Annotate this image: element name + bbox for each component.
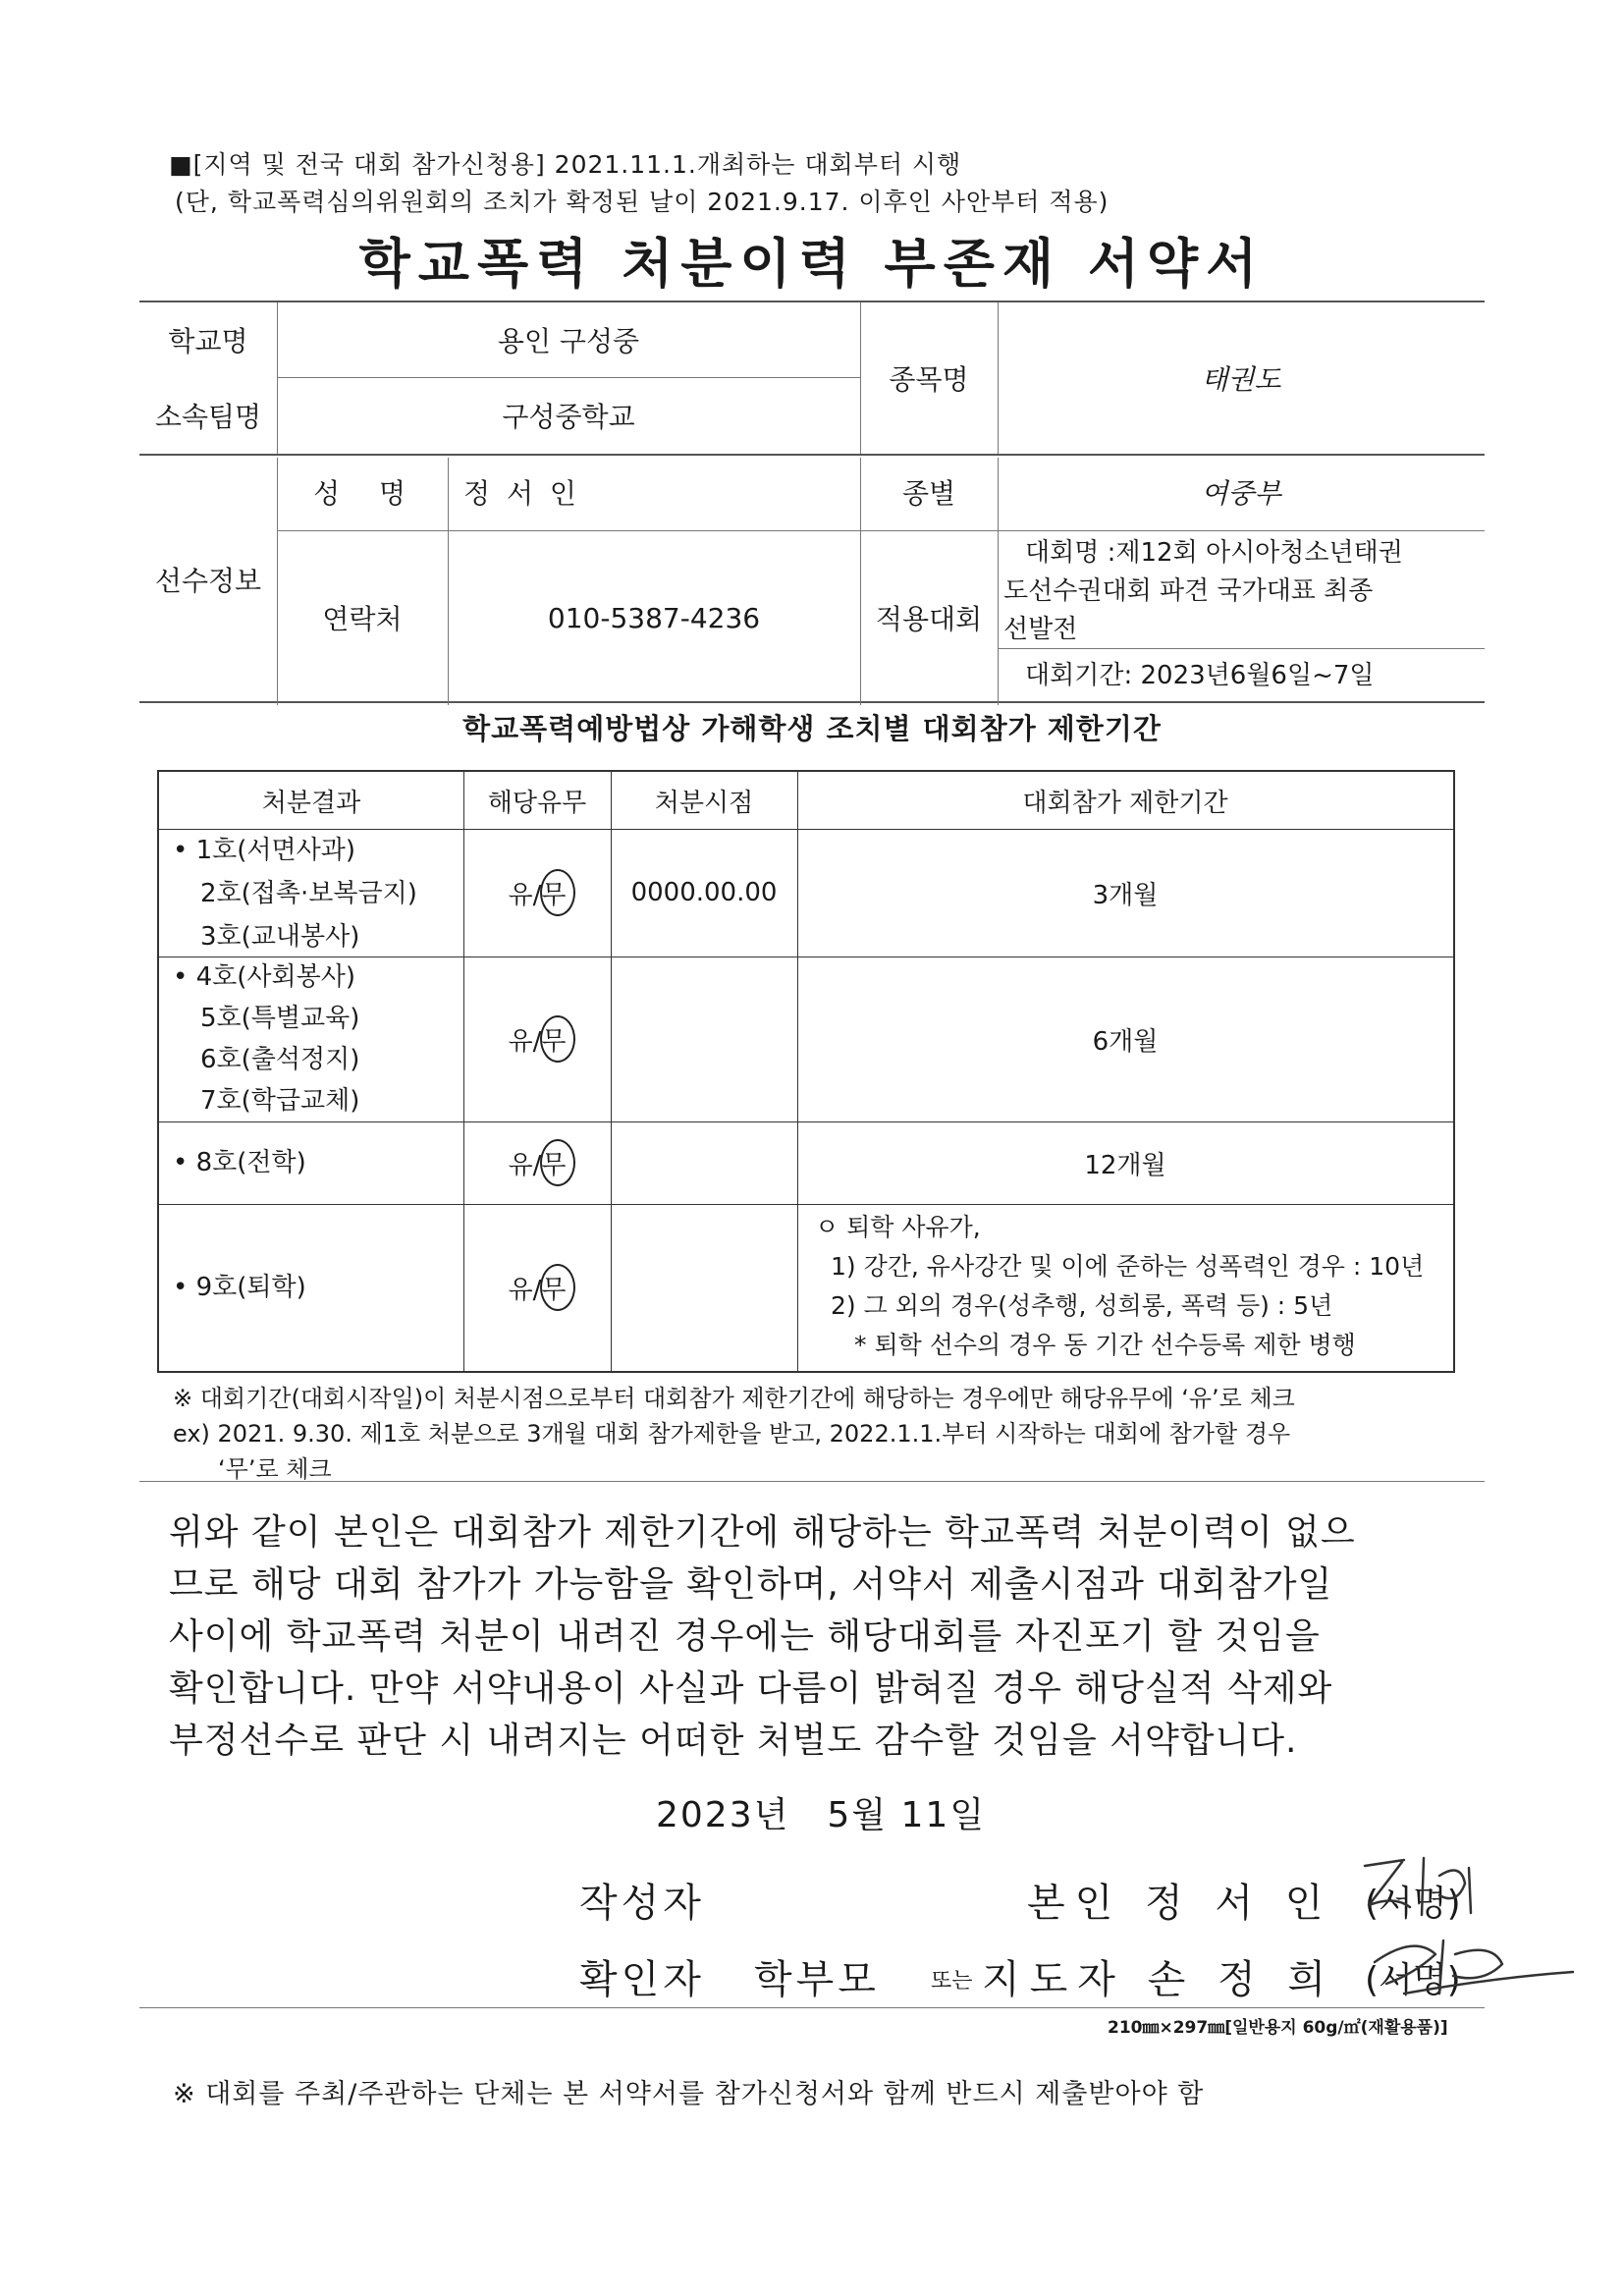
row-3-items (173, 1121, 306, 1204)
check-circle-icon (540, 1015, 575, 1063)
row-3-date (611, 1121, 797, 1204)
note-line-2: ex) 2021. 9.30. 제1호 처분으로 3개월 대회 참가제한을 받고, 2022.1.1.부터 시작하는 대회에 참가할 경우 (173, 1420, 1291, 1448)
handwritten-signature-icon (1345, 1846, 1581, 2013)
confirmer-sign-label: (서명) (1365, 1960, 1461, 2000)
event-name-line-3: 선발전 (1003, 615, 1078, 644)
header-result: 처분결과 (261, 788, 361, 818)
yes-option: 유/ (508, 1150, 542, 1180)
author-name: 본인 정 서 인 (1027, 1881, 1333, 1926)
division-label: 종별 (901, 477, 956, 510)
row-1-applicable (463, 829, 611, 957)
team-value: 구성중학교 (502, 401, 635, 433)
row-2-date (611, 957, 797, 1121)
list-item: • 8호(전학) (173, 1148, 306, 1177)
row-2-applicable (463, 957, 611, 1121)
no-option-checked: 무 (541, 1026, 567, 1057)
note-line-1: ※ 대회기간(대회시작일)이 처분시점으로부터 대회참가 제한기간에 해당하는 경우에만 해당유무에 ‘유’로 체크 (173, 1385, 1295, 1412)
bottom-divider (139, 2007, 1485, 2008)
row-1-date: 0000.00.00 (630, 878, 778, 907)
sport-value: 태권도 (1201, 363, 1281, 396)
team-label: 소속팀명 (154, 401, 262, 433)
row-2-items (173, 957, 359, 1121)
no-option-checked: 무 (541, 1150, 567, 1180)
pledge-date: 2023년 5월 11일 (656, 1795, 987, 1835)
row-4-period (815, 1208, 1443, 1365)
row-4-date (611, 1204, 797, 1371)
pledge-line: 므로 해당 대회 참가가 가능함을 확인하며, 서약서 제출시점과 대회참가일 (169, 1564, 1333, 1605)
confirmer-or: 또는 (931, 1969, 973, 1994)
header-period: 대회참가 제한기간 (1022, 788, 1228, 818)
list-item: 5호(특별교육) (200, 1004, 360, 1033)
row-3-period: 12개월 (1084, 1150, 1166, 1180)
expel-line: * 퇴학 선수의 경우 동 기간 선수등록 제한 병행 (854, 1331, 1356, 1359)
author-role: 작성자 (579, 1881, 705, 1926)
row-4-applicable (463, 1204, 611, 1371)
event-period: 대회기간: 2023년6월6일~7일 (1025, 661, 1375, 690)
list-item: • 4호(사회봉사) (173, 962, 356, 992)
row-3-applicable (463, 1121, 611, 1204)
event-label: 적용대회 (875, 603, 983, 635)
contact-value: 010-5387-4236 (547, 601, 761, 634)
pledge-line: 부정선수로 판단 시 내려지는 어떠한 처벌도 감수할 것임을 서약합니다. (169, 1721, 1298, 1761)
expel-line: ㅇ 퇴학 사유가, (815, 1213, 981, 1241)
notice-line-1: ■[지역 및 전국 대회 참가신청용] 2021.11.1.개최하는 대회부터 시행 (169, 150, 962, 179)
sport-label: 종목명 (889, 363, 969, 396)
division-value: 여중부 (1201, 477, 1281, 510)
event-name-line-1: 대회명 :제12회 아시아청소년태권 (1025, 538, 1403, 568)
list-item: 2호(접촉·보복금지) (200, 879, 417, 908)
expel-line: 2) 그 외의 경우(성추행, 성희롱, 폭력 등) : 5년 (831, 1291, 1333, 1320)
name-value: 정 서 인 (463, 477, 580, 510)
confirmer-name: 지도자 손 정 희 (982, 1957, 1335, 2002)
list-item: 3호(교내봉사) (200, 922, 360, 952)
row-1-items (173, 829, 417, 958)
list-item: 7호(학급교체) (200, 1086, 360, 1116)
pledge-line: 사이에 학교폭력 처분이 내려진 경우에는 해당대회를 자진포기 할 것임을 (169, 1616, 1321, 1657)
no-option-checked: 무 (541, 880, 567, 910)
list-item: • 1호(서면사과) (173, 836, 356, 865)
confirmer-parent: 학부모 (754, 1957, 880, 2002)
row-1-period: 3개월 (1092, 880, 1159, 910)
pledge-line: 확인합니다. 만약 서약내용이 사실과 다름이 밝혀질 경우 해당실적 삭제와 (169, 1668, 1333, 1709)
info-table (139, 301, 1485, 703)
check-circle-icon (540, 869, 575, 916)
document-title: 학교폭력 처분이력 부존재 서약서 (358, 233, 1266, 295)
contact-label: 연락처 (322, 603, 403, 635)
list-item: • 9호(퇴학) (173, 1273, 306, 1302)
restriction-table (157, 770, 1455, 1373)
confirmer-role: 확인자 (579, 1957, 705, 2002)
row-4-items (173, 1204, 306, 1371)
header-applicable: 해당유무 (487, 788, 587, 818)
notice-line-2: (단, 학교폭력심의위원회의 조치가 확정된 날이 2021.9.17. 이후인 사안부터 적용) (175, 188, 1110, 216)
yes-option: 유/ (508, 1026, 542, 1057)
pledge-line: 위와 같이 본인은 대회참가 제한기간에 해당하는 학교폭력 처분이력이 없으 (169, 1512, 1356, 1553)
footer-note: ※ 대회를 주최/주관하는 단체는 본 서약서를 참가신청서와 함께 반드시 제출받아야 함 (173, 2079, 1205, 2109)
name-label: 성 명 (312, 477, 412, 510)
expel-line: 1) 강간, 유사강간 및 이에 준하는 성폭력인 경우 : 10년 (831, 1252, 1425, 1281)
pledge-paragraph (169, 1506, 1475, 1767)
row-2-period: 6개월 (1092, 1026, 1159, 1057)
no-option-checked: 무 (541, 1275, 567, 1305)
event-name-line-2: 도선수권대회 파견 국가대표 최종 (1003, 576, 1374, 606)
note-line-3: ‘무’로 체크 (218, 1455, 332, 1483)
header-date: 처분시점 (654, 788, 754, 818)
author-sign-label: (서명) (1365, 1884, 1461, 1924)
yes-option: 유/ (508, 1275, 542, 1305)
list-item: 6호(출석정지) (200, 1045, 360, 1074)
paper-size-spec: 210㎜×297㎜[일반용지 60g/㎡(재활용품)] (1108, 2018, 1448, 2038)
check-circle-icon (540, 1139, 575, 1186)
school-value: 용인 구성중 (497, 325, 640, 357)
event-detail (1003, 534, 1483, 649)
check-circle-icon (540, 1264, 575, 1311)
yes-option: 유/ (508, 880, 542, 910)
restriction-subtitle: 학교폭력예방법상 가해학생 조치별 대회참가 제한기간 (462, 712, 1162, 745)
school-label: 학교명 (168, 325, 248, 357)
player-info-label: 선수정보 (154, 565, 262, 597)
